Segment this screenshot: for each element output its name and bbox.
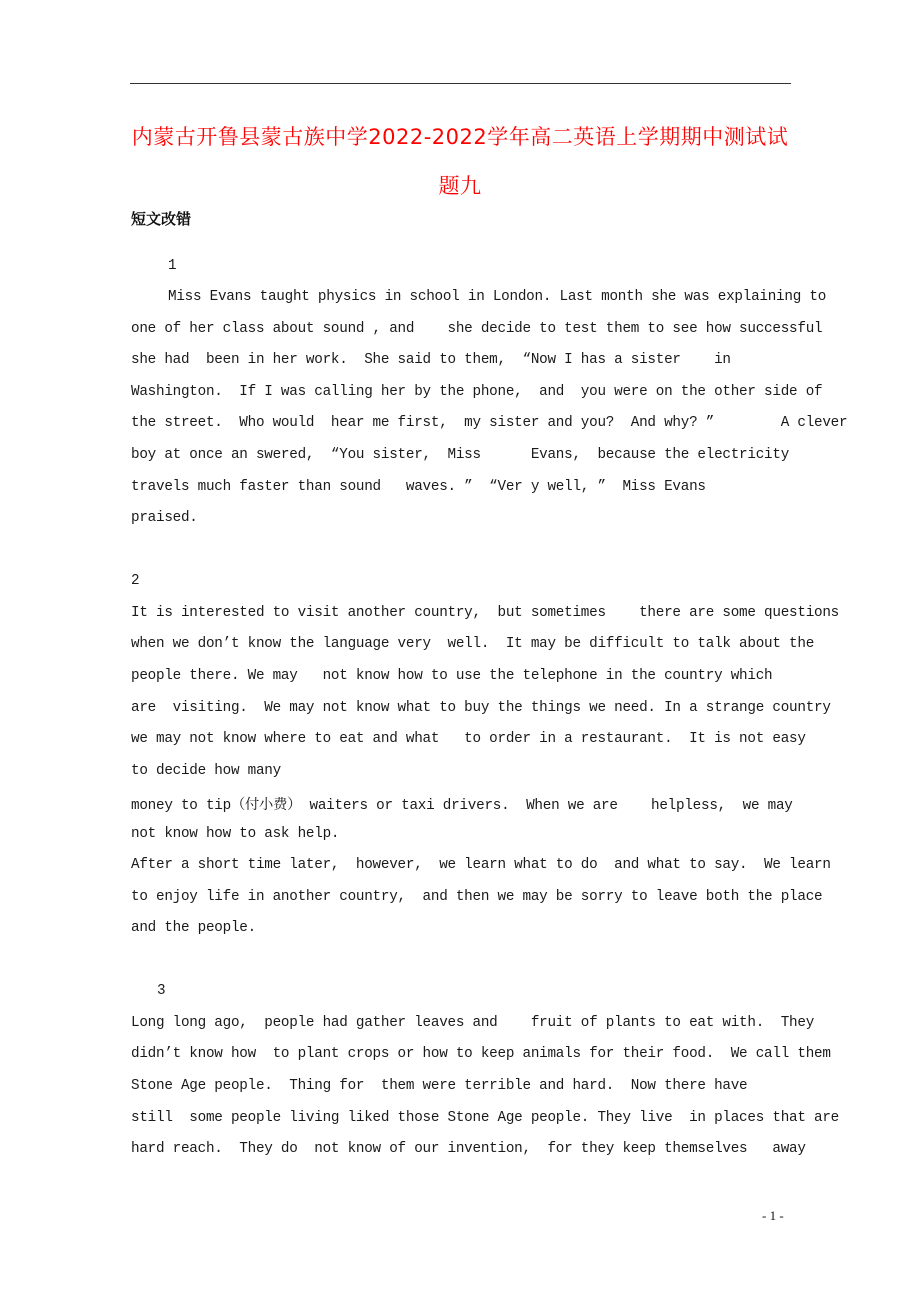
passage-line: After a short time later, however, we learn what to do and what to say. We learn — [131, 857, 831, 873]
section-label: 短文改错 — [131, 210, 192, 228]
passage-number: 3 — [157, 983, 166, 999]
passage-line: Long long ago, people had gather leaves and fruit of plants to eat with. They — [131, 1015, 815, 1031]
passage-line: travels much faster than sound waves. ” “Ver y well, ” Miss Evans — [131, 479, 706, 495]
passage-line: Stone Age people. Thing for them were terrible and hard. Now there have — [131, 1078, 748, 1094]
passage-line: she had been in her work. She said to them, “Now I has a sister in — [131, 352, 731, 368]
passage-line: people there. We may not know how to use the telephone in the country which — [131, 668, 773, 684]
document-title-line-1: 内蒙古开鲁县蒙古族中学2022-2022学年高二英语上学期期中测试试 — [131, 125, 789, 149]
passage-line: boy at once an swered, “You sister, Miss Evans, because the electricity — [131, 447, 790, 463]
passage-line: when we don’t know the language very well. It may be difficult to talk about the — [131, 636, 815, 652]
passage-number: 2 — [131, 573, 140, 589]
passage-line: the street. Who would hear me first, my sister and you? And why? ” A clever — [131, 415, 848, 431]
passage-line: and the people. — [131, 920, 256, 936]
passage-line: hard reach. They do not know of our invention, for they keep themselves away — [131, 1141, 806, 1157]
document-title-line-2: 题九 — [438, 174, 482, 198]
passage-line: still some people living liked those Stone Age people. They live in places that are — [131, 1110, 840, 1126]
passage-line: Miss Evans taught physics in school in London. Last month she was explaining to — [168, 289, 827, 305]
passage-line: to decide how many — [131, 763, 281, 779]
passage-line: praised. — [131, 510, 198, 526]
passage-line: not know how to ask help. — [131, 826, 340, 842]
passage-line: It is interested to visit another country, but sometimes there are some questions — [131, 605, 840, 621]
header-rule — [130, 83, 791, 84]
passage-line: Washington. If I was calling her by the phone, and you were on the other side of — [131, 384, 823, 400]
page-number: - 1 - — [762, 1208, 784, 1223]
passage-number: 1 — [168, 258, 177, 274]
passage-line: money to tip（付小费） waiters or taxi drivers. When we are helpless, we may — [131, 798, 793, 814]
passage-line: one of her class about sound , and she decide to test them to see how successful — [131, 321, 823, 337]
passage-line: we may not know where to eat and what to order in a restaurant. It is not easy — [131, 731, 806, 747]
passage-line: to enjoy life in another country, and then we may be sorry to leave both the place — [131, 889, 823, 905]
passage-line: are visiting. We may not know what to buy the things we need. In a strange country — [131, 700, 831, 716]
passage-line: didn’t know how to plant crops or how to keep animals for their food. We call them — [131, 1046, 831, 1062]
